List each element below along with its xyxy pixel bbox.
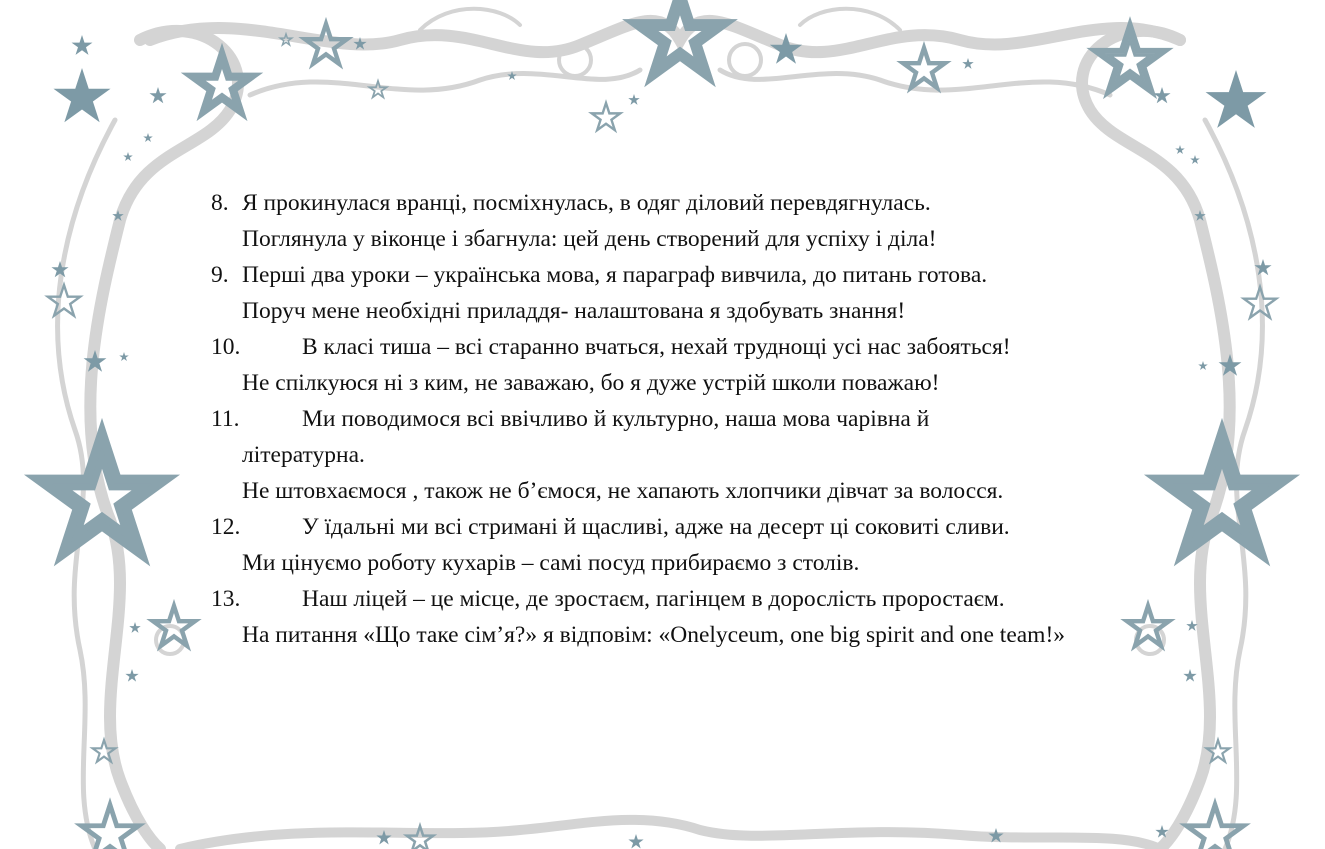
- list-number: 13.: [211, 586, 241, 612]
- poem-line: Не спілкуюся ні з ким, не заважаю, бо я дуже устрій школи поважаю!: [242, 370, 940, 396]
- list-number: 10.: [211, 334, 241, 360]
- poem-line: Ми цінуємо роботу кухарів – самі посуд прибираємо з столів.: [242, 550, 860, 576]
- poem-line: Поглянула у віконце і збагнула: цей день створений для успіху і діла!: [242, 226, 937, 252]
- list-item: [211, 257, 1131, 329]
- list-number: 8.: [211, 190, 229, 216]
- list-number: 11.: [211, 406, 240, 432]
- list-item: [211, 581, 1131, 653]
- poem-line: Не штовхаємося , також не б’ємося, не хапають хлопчики дівчат за волосся.: [242, 478, 1004, 504]
- poem-line: Перші два уроки – українська мова, я параграф вивчила, до питань готова.: [242, 262, 988, 288]
- poem-line: Ми поводимося всі ввічливо й культурно, наша мова чарівна й літературна.: [242, 406, 930, 468]
- list-item: [211, 509, 1131, 581]
- poem-list: [211, 185, 1131, 653]
- list-item: [211, 329, 1131, 401]
- list-number: 12.: [211, 514, 241, 540]
- poem-line: Я прокинулася вранці, посміхнулась, в одяг діловий перевдягнулась.: [242, 190, 931, 216]
- list-item: [211, 185, 1131, 257]
- list-item: [211, 401, 1131, 509]
- poem-line: Поруч мене необхідні приладдя- налаштована я здобувать знання!: [242, 298, 906, 324]
- poem-line: У їдальні ми всі стримані й щасливі, адже на десерт ці соковиті сливи.: [302, 514, 1010, 540]
- poem-line: Наш ліцей – це місце, де зростаєм, пагінцем в дорослість проростаєм.: [302, 586, 1005, 612]
- poem-line: На питання «Що таке сім’я?» я відповім: «Onelyceum, one big spirit and one team!»: [242, 622, 1066, 648]
- poem-line: В класі тиша – всі старанно вчаться, нехай труднощі усі нас забояться!: [302, 334, 1011, 360]
- list-number: 9.: [211, 262, 229, 288]
